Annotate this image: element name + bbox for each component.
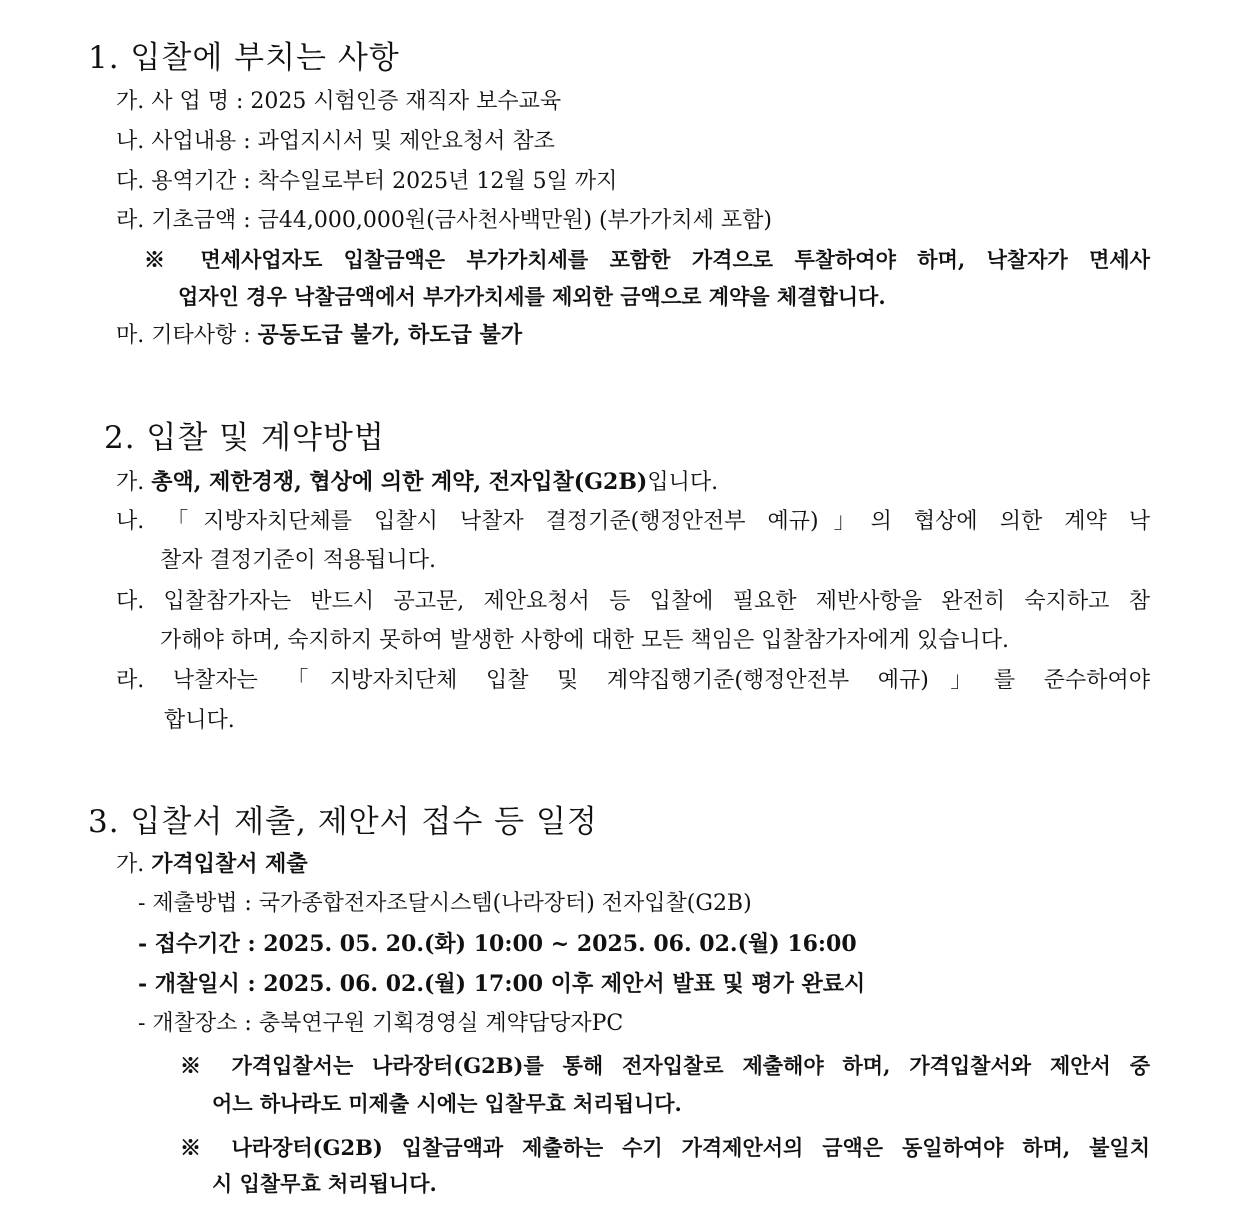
s2-item-b-line-1: 나. 「지방자치단체를 입찰시 낙찰자 결정기준(행정안전부 예규)」의 협상에 의한 계약 낙 bbox=[116, 509, 1150, 534]
s3-note-2-line-1: ※ 나라장터(G2B) 입찰금액과 제출하는 수기 가격제안서의 금액은 동일하여야 하며, 불일치 bbox=[180, 1135, 1150, 1160]
s3-opening-place: - 개찰장소 : 충북연구원 기획경영실 계약담당자PC bbox=[138, 1011, 624, 1036]
s1-item-a-label: 가. 사 업 명 : bbox=[116, 89, 251, 114]
s3-item-a bbox=[116, 849, 308, 880]
s3-note-1-line-1: ※ 가격입찰서는 나라장터(G2B)를 통해 전자입찰로 제출해야 하며, 가격입찰서와 제안서 중 bbox=[180, 1053, 1150, 1078]
s2-item-a-prefix: 가. bbox=[116, 470, 152, 495]
s3-note-1-line-2: 어느 하나라도 미제출 시에는 입찰무효 처리됩니다. bbox=[212, 1091, 682, 1116]
s2-item-a-bold: 총액, 제한경쟁, 협상에 의한 계약, 전자입찰(G2B) bbox=[151, 469, 648, 495]
section-2-title: 2. 입찰 및 계약방법 bbox=[104, 420, 385, 456]
s3-note-2-line-2: 시 입찰무효 처리됩니다. bbox=[212, 1171, 437, 1196]
s2-item-a-rest: 입니다. bbox=[647, 470, 719, 495]
s2-item-c-line-2: 가해야 하며, 숙지하지 못하여 발생한 사항에 대한 모든 책임은 입찰참가자에게 있습니다. bbox=[160, 628, 1009, 653]
s3-receipt-period: - 접수기간 : 2025. 05. 20.(화) 10:00 ~ 2025. 06. 02.(월) 16:00 bbox=[138, 931, 857, 957]
s1-item-c bbox=[116, 167, 617, 197]
s1-item-d bbox=[116, 206, 772, 236]
s1-item-b bbox=[116, 127, 555, 157]
s1-item-c-label: 다. 용역기간 : bbox=[116, 169, 258, 194]
s3-submit-method: - 제출방법 : 국가종합전자조달시스템(나라장터) 전자입찰(G2B) bbox=[138, 891, 752, 916]
s1-item-e-value: 공동도급 불가, 하도급 불가 bbox=[257, 322, 523, 348]
s1-item-b-label: 나. 사업내용 : bbox=[116, 129, 258, 154]
s1-item-b-value: 과업지시서 및 제안요청서 참조 bbox=[257, 129, 555, 154]
s3-item-a-prefix: 가. bbox=[116, 852, 152, 877]
s1-item-a-value: 2025 시험인증 재직자 보수교육 bbox=[250, 89, 562, 114]
s2-item-c-line-1: 다. 입찰참가자는 반드시 공고문, 제안요청서 등 입찰에 필요한 제반사항을 완전히 숙지하고 참 bbox=[116, 589, 1150, 614]
s1-item-e bbox=[116, 320, 522, 351]
s2-item-b-line-2: 찰자 결정기준이 적용됩니다. bbox=[160, 548, 437, 573]
s1-note-line-1: ※ 면세사업자도 입찰금액은 부가가치세를 포함한 가격으로 투찰하여야 하며, 낙찰자가 면세사 bbox=[144, 247, 1150, 272]
s1-item-a bbox=[116, 87, 561, 117]
section-3-title: 3. 입찰서 제출, 제안서 접수 등 일정 bbox=[88, 804, 598, 840]
s2-item-d-line-2: 합니다. bbox=[164, 708, 235, 733]
s3-opening-datetime: - 개찰일시 : 2025. 06. 02.(월) 17:00 이후 제안서 발표 및 평가 완료시 bbox=[138, 971, 866, 997]
s1-item-c-value: 착수일로부터 2025년 12월 5일 까지 bbox=[257, 169, 618, 194]
s2-item-a bbox=[116, 467, 718, 498]
s2-item-d-line-1: 라. 낙찰자는 「지방자치단체 입찰 및 계약집행기준(행정안전부 예규)」를 준수하여야 bbox=[116, 668, 1150, 693]
s1-note-line-2: 업자인 경우 낙찰금액에서 부가가치세를 제외한 금액으로 계약을 체결합니다. bbox=[178, 284, 886, 309]
s1-item-e-label: 마. 기타사항 : bbox=[116, 323, 258, 348]
s3-item-a-bold: 가격입찰서 제출 bbox=[151, 851, 308, 877]
section-1-title: 1. 입찰에 부치는 사항 bbox=[88, 40, 400, 76]
s1-item-d-value: 금44,000,000원(금사천사백만원) (부가가치세 포함) bbox=[257, 208, 772, 233]
s1-item-d-label: 라. 기초금액 : bbox=[116, 208, 258, 233]
